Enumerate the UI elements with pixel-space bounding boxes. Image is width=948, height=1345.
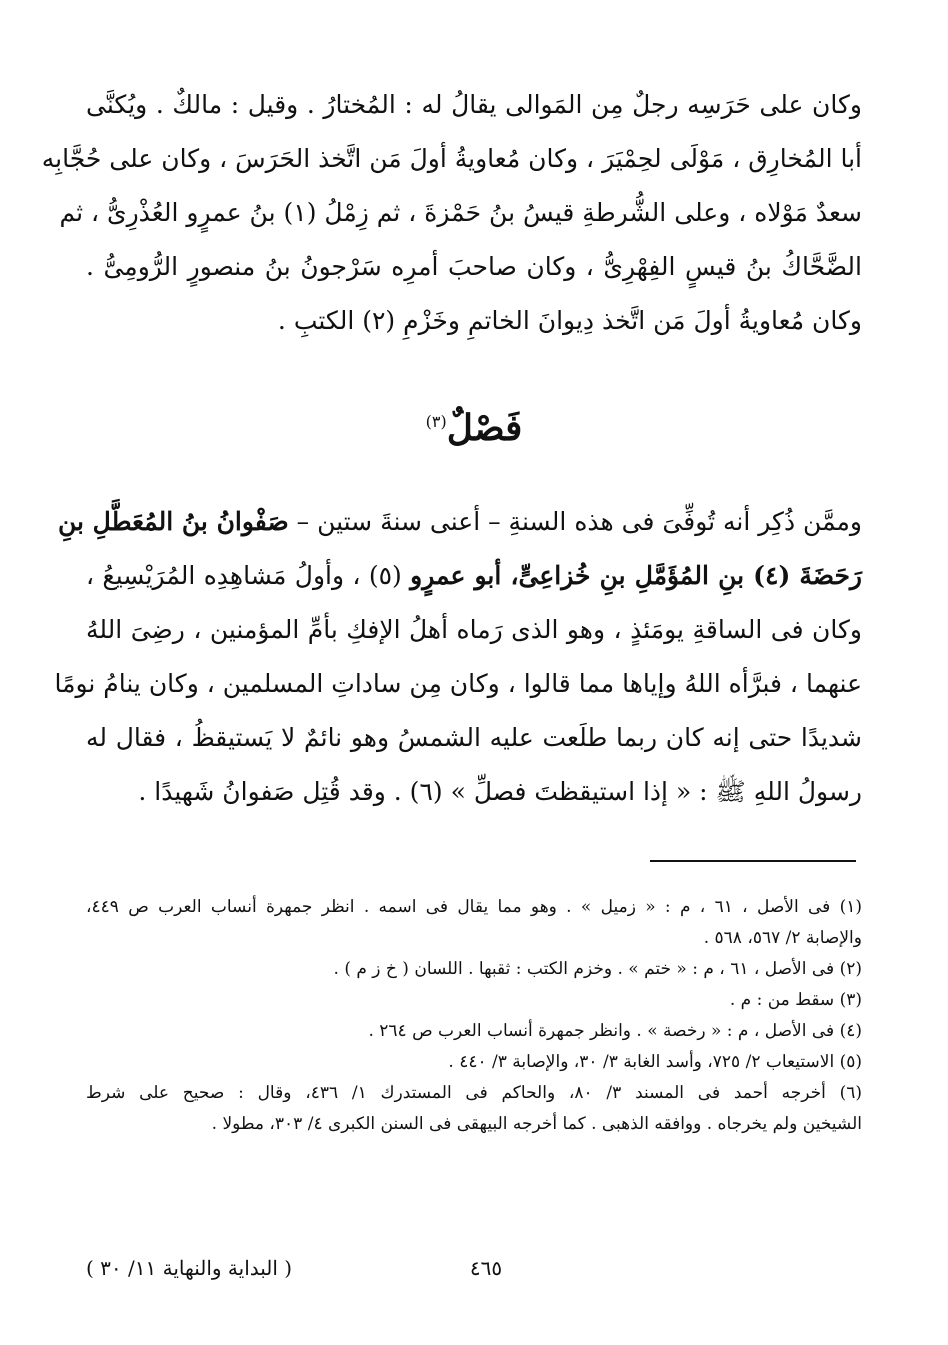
footnote-line: (٣) سقط من : م .	[729, 990, 862, 1010]
text-line: أبا المُخارِق ، مَوْلَى لحِمْيَرَ ، وكان مُعاويةُ أولَ مَن اتَّخذ الحَرَسَ ، وكان على حُجَّابِه	[41, 144, 862, 173]
footnote-line: (٢) فى الأصل ، ٦١ ، م : « ختم » . وخزم الكتب : ثقبها . اللسان ( خ ز م ) .	[333, 959, 862, 979]
footnote-marker: (٣)	[425, 412, 447, 431]
page-footer	[86, 1248, 862, 1288]
text-line: الضَّحَّاكُ بنُ قيسٍ الفِهْرِىُّ ، وكان صاحبَ أمرِه سَرْجونُ بنُ منصورٍ الرُّومِىُّ .	[86, 252, 862, 281]
text-line: وكان مُعاويةُ أولَ مَن اتَّخذ دِيوانَ الخاتمِ وخَزْمِ (٢) الكتبِ .	[277, 306, 862, 335]
text-line	[86, 549, 862, 603]
paragraph-safwan-biography	[54, 495, 863, 819]
bold-name: رَحَضَةَ (٤) بنِ المُؤَمَّلِ بنِ خُزاعِىٍّ، أبو عمرٍو	[410, 561, 863, 590]
footnote-line: (٦) أخرجه أحمد فى المسند ٣/ ٨٠، والحاكم فى المستدرك ١/ ٤٣٦، وقال : صحيح على شرط	[86, 1083, 862, 1103]
section-heading	[300, 392, 648, 458]
text-line	[57, 495, 862, 549]
footnote-divider	[650, 860, 856, 862]
paragraph-guards-and-officials	[41, 78, 862, 348]
text-line: عنهما ، فبرَّأه اللهُ وإياها مما قالوا ، وكان مِن ساداتِ المسلمين ، وكان ينامُ نومًا	[54, 669, 862, 698]
running-title: ( البداية والنهاية ١١/ ٣٠ )	[86, 1256, 293, 1280]
text-line: وكان على حَرَسِه رجلٌ مِن المَوالى يقالُ له : المُختارُ . وقيل : مالكٌ . ويُكنَّى	[86, 90, 862, 119]
bold-name: صَفْوانُ بنُ المُعَطَّلِ بنِ	[57, 507, 289, 536]
footnote-line: والإصابة ٢/ ٥٦٧، ٥٦٨ .	[703, 928, 862, 948]
text-run: وممَّن ذُكِر أنه تُوفِّىَ فى هذه السنةِ – أعنى سنةَ ستين –	[288, 507, 862, 536]
text-line: شديدًا حتى إنه كان ربما طلَعت عليه الشمسُ وهو نائمٌ لا يَستيقظُ ، فقال له	[86, 723, 862, 752]
section-title: فَصْلٌ	[446, 407, 523, 449]
footnote-line: الشيخين ولم يخرجاه . ووافقه الذهبى . كما أخرجه البيهقى فى السنن الكبرى ٤/ ٣٠٣، مطولا .	[211, 1114, 862, 1134]
footnote-line: (٤) فى الأصل ، م : « رخصة » . وانظر جمهرة أنساب العرب ص ٢٦٤ .	[368, 1021, 862, 1041]
text-line: رسولُ اللهِ ﷺ : « إذا استيقظتَ فصلِّ » (٦) . وقد قُتِل صَفوانُ شَهيدًا .	[138, 777, 862, 806]
text-line: وكان فى الساقةِ يومَئذٍ ، وهو الذى رَماه أهلُ الإفكِ بأمِّ المؤمنين ، رضِىَ اللهُ	[86, 615, 862, 644]
footnote-line: (٥) الاستيعاب ٢/ ٧٢٥، وأسد الغابة ٣/ ٣٠، والإصابة ٣/ ٤٤٠ .	[448, 1052, 862, 1072]
text-run: (٥) ، وأولُ مَشاهِدِه المُرَيْسِيعُ ،	[86, 561, 411, 590]
footnotes	[86, 892, 862, 1140]
page-number: ٤٦٥	[469, 1256, 503, 1280]
footnote-line: (١) فى الأصل ، ٦١ ، م : « زميل » . وهو مما يقال فى اسمه . انظر جمهرة أنساب العرب ص ٤٤٩،	[86, 897, 862, 917]
text-line: سعدٌ مَوْلاه ، وعلى الشُّرطةِ قيسُ بنُ حَمْزةَ ، ثم زِمْلُ (١) بنُ عمرٍو العُذْرِىُّ ، ثم	[59, 198, 862, 227]
